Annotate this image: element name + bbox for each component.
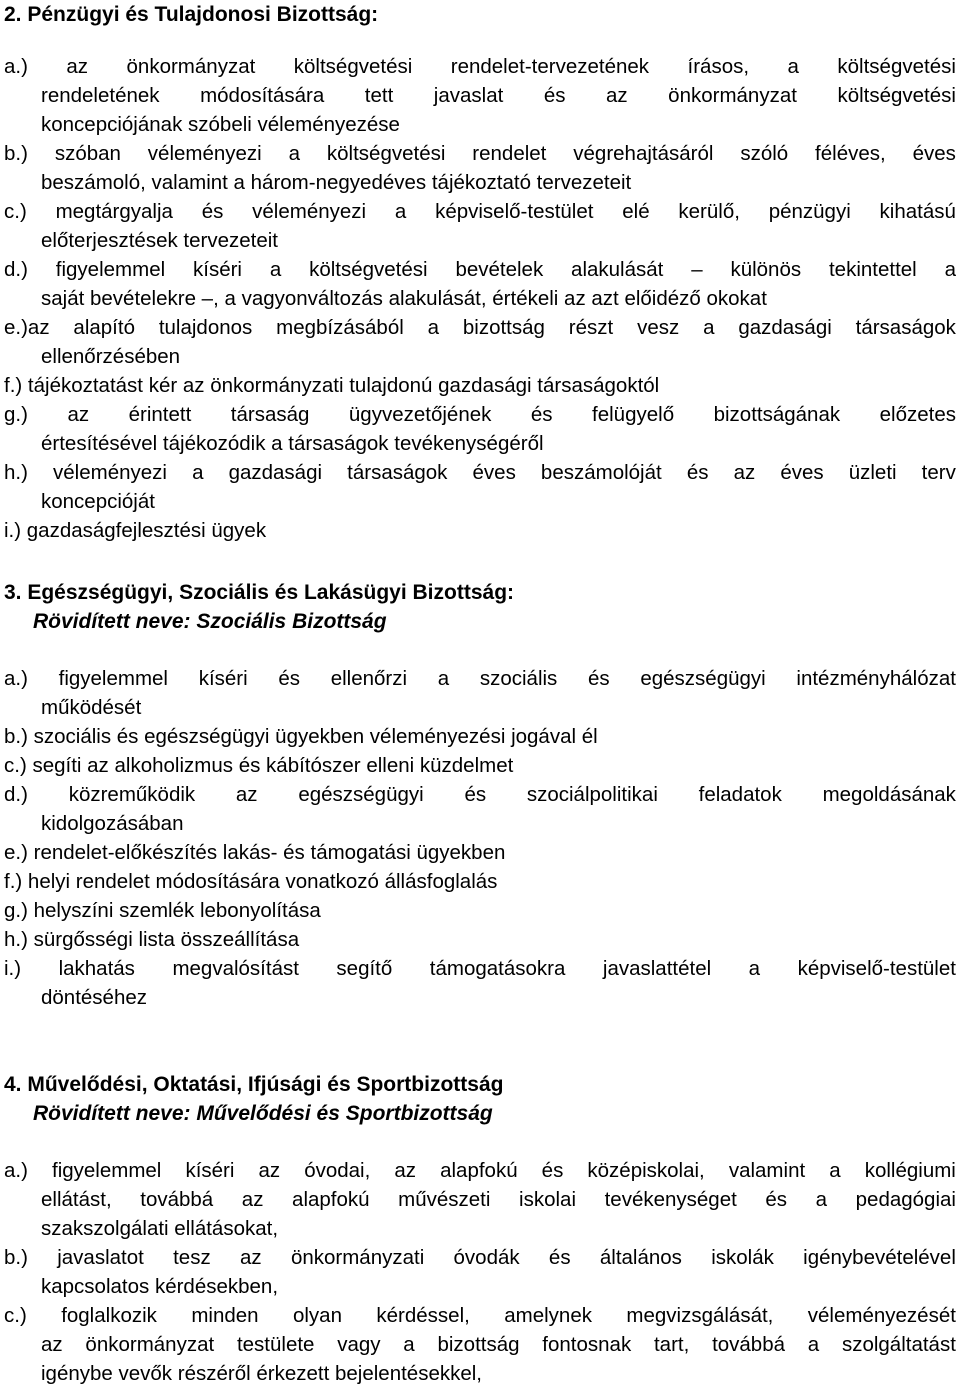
list-item	[4, 867, 956, 896]
list-item	[4, 197, 956, 255]
list-item-line: az önkormányzat testülete vagy a bizottság fontosnak tart, továbbá a szolgáltatást	[41, 1333, 956, 1356]
list-item-line: rendeletének módosítására tett javaslat és az önkormányzat költségvetési	[41, 84, 956, 107]
list-item	[4, 664, 956, 722]
list-item	[4, 139, 956, 197]
section-4-heading: 4. Művelődési, Oktatási, Ifjúsági és Sportbizottság	[4, 1073, 504, 1096]
list-item-line: ellenőrzésében	[41, 345, 181, 368]
list-item-line: e.) rendelet-előkészítés lakás- és támogatási ügyekben	[4, 841, 506, 864]
list-item-line: f.) helyi rendelet módosítására vonatkozó állásfoglalás	[4, 870, 498, 893]
list-item	[4, 954, 956, 1012]
list-item-line: kapcsolatos kérdésekben,	[41, 1275, 279, 1298]
list-item-line: d.) közreműködik az egészségügyi és szociálpolitikai feladatok megoldásának	[4, 783, 956, 806]
section-4-short-name: Rövidített neve: Művelődési és Sportbizottság	[33, 1102, 493, 1125]
list-item-line: c.) foglalkozik minden olyan kérdéssel, amelynek megvizsgálását, véleményezését	[4, 1304, 956, 1327]
list-item-line: döntéséhez	[41, 986, 148, 1009]
list-item	[4, 1156, 956, 1243]
list-item-line: g.) helyszíni szemlék lebonyolítása	[4, 899, 321, 922]
list-item	[4, 722, 956, 751]
section-3-heading: 3. Egészségügyi, Szociális és Lakásügyi Bizottság:	[4, 581, 515, 604]
list-item	[4, 780, 956, 838]
list-item	[4, 400, 956, 458]
list-item	[4, 751, 956, 780]
list-item-line: beszámoló, valamint a három-negyedéves tájékoztató tervezeteit	[41, 171, 632, 194]
list-item	[4, 313, 956, 371]
section-3-short-name: Rövidített neve: Szociális Bizottság	[33, 610, 387, 633]
list-item-line: értesítésével tájékozódik a társaságok tevékenységéről	[41, 432, 544, 455]
list-item-line: b.) szociális és egészségügyi ügyekben véleményezési jogával él	[4, 725, 598, 748]
list-item-line: h.) sürgősségi lista összeállítása	[4, 928, 300, 951]
list-item-line: c.) segíti az alkoholizmus és kábítószer elleni küzdelmet	[4, 754, 514, 777]
list-item-line: a.) figyelemmel kíséri és ellenőrzi a szociális és egészségügyi intézményhálózat	[4, 667, 956, 690]
list-item-line: a.) figyelemmel kíséri az óvodai, az alapfokú és középiskolai, valamint a kollégiumi	[4, 1159, 956, 1182]
list-item-line: ellátást, továbbá az alapfokú művészeti iskolai tevékenységet és a pedagógiai	[41, 1188, 956, 1211]
list-item-line: szakszolgálati ellátásokat,	[41, 1217, 279, 1240]
list-item-line: koncepciójának szóbeli véleményezése	[41, 113, 400, 136]
list-item-line: f.) tájékoztatást kér az önkormányzati tulajdonú gazdasági társaságoktól	[4, 374, 660, 397]
list-item-line: c.) megtárgyalja és véleményezi a képviselő-testület elé kerülő, pénzügyi kihatású	[4, 200, 956, 223]
list-item-line: b.) szóban véleményezi a költségvetési rendelet végrehajtásáról szóló féléves, éves	[4, 142, 956, 165]
list-item-line: igénybe vevők részéről érkezett bejelentésekkel,	[41, 1362, 482, 1385]
list-item-line: g.) az érintett társaság ügyvezetőjének és felügyelő bizottságának előzetes	[4, 403, 956, 426]
list-item-line: e.)az alapító tulajdonos megbízásából a bizottság részt vesz a gazdasági társaságok	[4, 316, 956, 339]
list-item	[4, 516, 956, 545]
list-item-line: működését	[41, 696, 142, 719]
list-item-line: h.) véleményezi a gazdasági társaságok éves beszámolóját és az éves üzleti terv	[4, 461, 956, 484]
list-item-line: koncepcióját	[41, 490, 155, 513]
list-item	[4, 458, 956, 516]
list-item-line: kidolgozásában	[41, 812, 184, 835]
list-item-line: a.) az önkormányzat költségvetési rendelet-tervezetének írásos, a költségvetési	[4, 55, 956, 78]
list-item	[4, 925, 956, 954]
list-item-line: előterjesztések tervezeteit	[41, 229, 279, 252]
list-item	[4, 1301, 956, 1388]
list-item-line: i.) lakhatás megvalósítást segítő támogatásokra javaslattétel a képviselő-testület	[4, 957, 956, 980]
list-item-line: d.) figyelemmel kíséri a költségvetési bevételek alakulását – különös tekintettel a	[4, 258, 956, 281]
list-item	[4, 896, 956, 925]
list-item	[4, 1243, 956, 1301]
list-item	[4, 838, 956, 867]
section-2-heading: 2. Pénzügyi és Tulajdonosi Bizottság:	[4, 3, 379, 26]
list-item-line: b.) javaslatot tesz az önkormányzati óvodák és általános iskolák igénybevételével	[4, 1246, 956, 1269]
list-item-line: i.) gazdaságfejlesztési ügyek	[4, 519, 267, 542]
list-item	[4, 52, 956, 139]
list-item-line: saját bevételekre –, a vagyonváltozás alakulását, értékeli az azt előidéző okokat	[41, 287, 767, 310]
list-item	[4, 255, 956, 313]
list-item	[4, 371, 956, 400]
